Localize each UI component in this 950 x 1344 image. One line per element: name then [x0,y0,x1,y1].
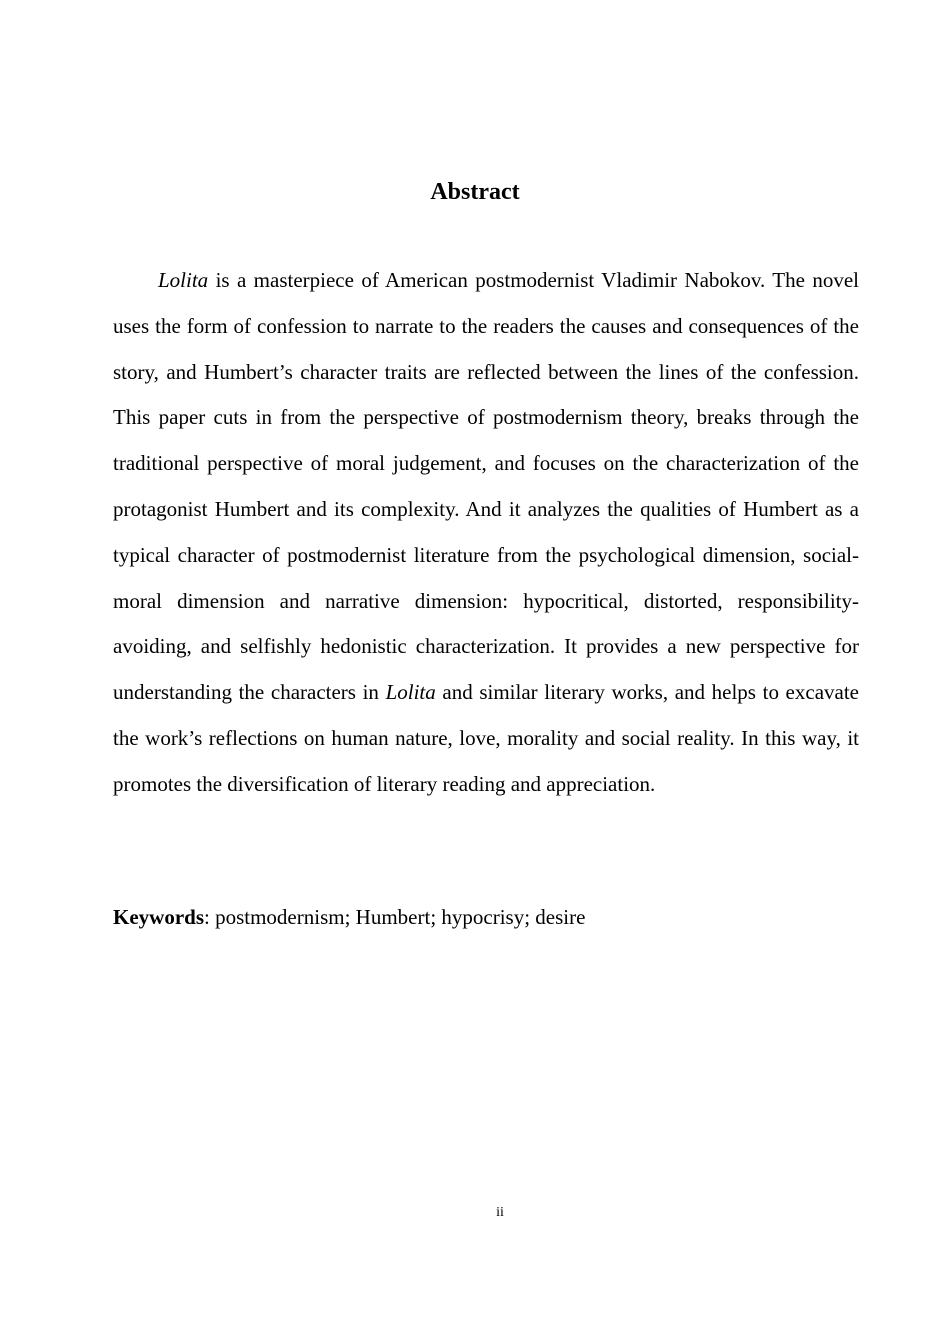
book-title-italic: Lolita [158,268,209,292]
keywords-line [113,901,859,933]
abstract-text-1: is a masterpiece of American postmodernist Vladimir Nabokov. The novel uses the form of confession to narrate to the readers the causes and consequences of the story, and Humbert’s character traits are reflected between the lines of the confession. This paper cuts in from the perspective of postmodernism theory, breaks through the traditional perspective of moral judgement, and focuses on the characterization of the protagonist Humbert and its complexity. And it analyzes the qualities of Humbert as a typical character of postmodernist literature from the psychological dimension, social-moral dimension and narrative dimension: hypocritical, distorted, responsibility-avoiding, and selfishly hedonistic characterization. It provides a new perspective for understanding the characters in [113,268,859,705]
abstract-paragraph [113,258,859,808]
keywords-label: Keywords [113,905,204,929]
page-title: Abstract [430,179,520,205]
abstract-text-2: and similar literary works, and helps to excavate the work’s reflections on human nature, love, morality and social reality. In this way, it promotes the diversification of literary reading and appreciation. [113,680,859,796]
page-number: ii [496,1205,504,1220]
keywords-text: : postmodernism; Humbert; hypocrisy; desire [204,905,586,929]
book-title-italic-2: Lolita [385,680,436,705]
